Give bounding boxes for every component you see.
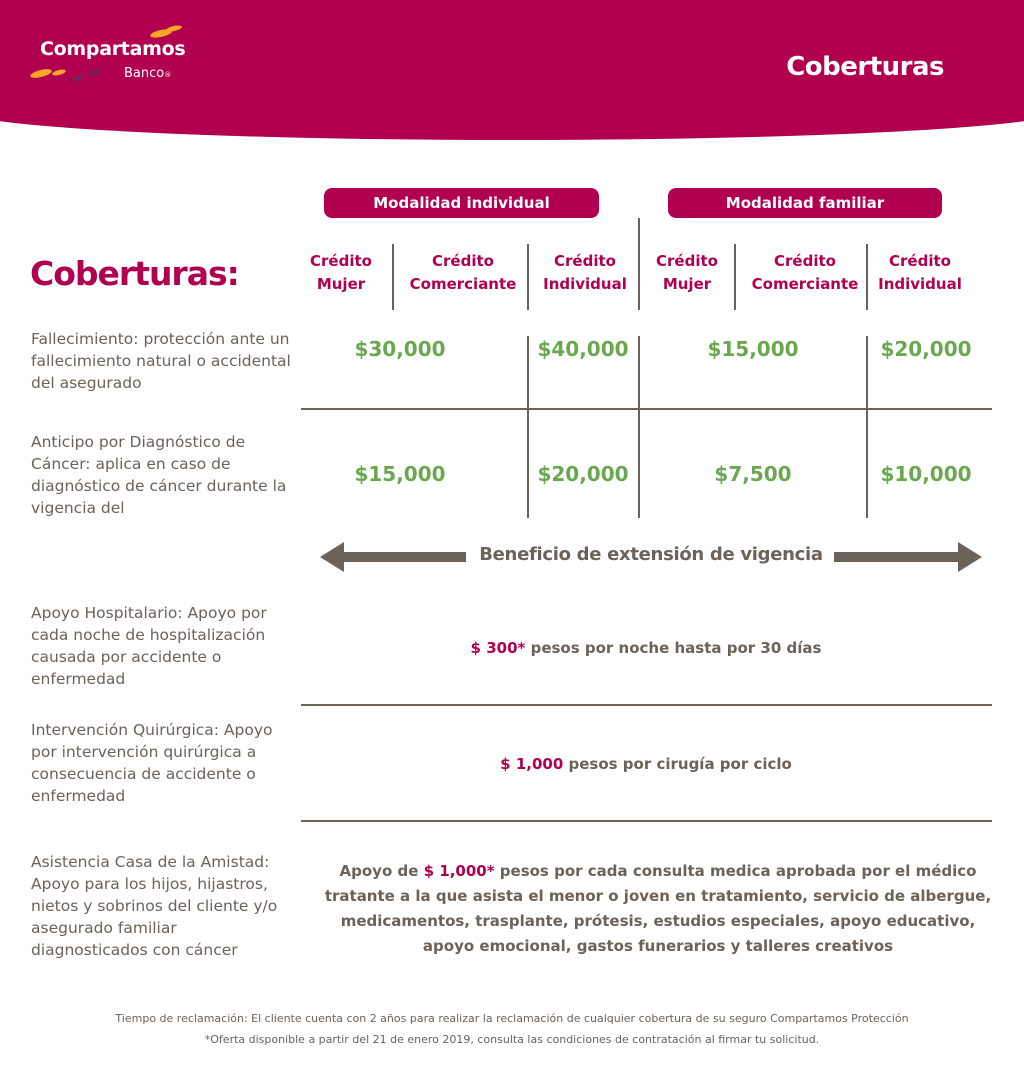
footer-note: Tiempo de reclamación: El cliente cuenta con 2 años para realizar la reclamación de cualquier cobertura de su seguro Compartamos Protección xyxy=(115,1012,909,1025)
fish-icon xyxy=(166,24,183,32)
compartamos-logo[interactable] xyxy=(30,26,200,86)
fish-icon xyxy=(52,68,67,76)
column-divider xyxy=(734,244,736,310)
column-header: Crédito Comerciante xyxy=(409,252,517,293)
benefit-label-casa-amistad: Asistencia Casa de la Amistad: Apoyo para los hijos, hijastros, nietos y sobrinos del cliente y/o asegurado familiar diagnosticados con cáncer xyxy=(31,853,278,959)
page-title: Coberturas xyxy=(786,52,944,82)
column-header: Crédito Mujer xyxy=(310,252,372,293)
column-header: Crédito Individual xyxy=(878,252,962,293)
benefit-label-hospitalario: Apoyo Hospitalario: Apoyo por cada noche de hospitalización causada por accidente o enfermedad xyxy=(31,604,267,688)
modality-familiar-badge: Modalidad familiar xyxy=(668,188,942,218)
column-divider xyxy=(392,244,394,310)
column-divider xyxy=(866,336,868,518)
extension-label: Beneficio de extensión de vigencia xyxy=(479,544,823,565)
amount-cell: $15,000 xyxy=(354,462,446,486)
row-divider xyxy=(301,820,992,822)
column-header: Crédito Mujer xyxy=(656,252,718,293)
column-divider xyxy=(866,244,868,310)
column-divider xyxy=(527,336,529,518)
benefit-value: $ 1,000 pesos por cirugía por ciclo xyxy=(500,755,792,773)
benefit-value: Apoyo de $ 1,000* pesos por cada consulta medica aprobada por el médico tratante a la que asista el menor o joven en tratamiento, servicio de albergue, medicamentos, trasplante, prótesis, estudios especiales, apoyo educativo, apoyo emocional, gastos funerarios y talleres creativos xyxy=(324,862,992,955)
column-header: Crédito Individual xyxy=(543,252,627,293)
benefit-value: $ 300* pesos por noche hasta por 30 días xyxy=(470,639,822,657)
amount-cell: $30,000 xyxy=(354,337,446,361)
row-divider xyxy=(301,704,992,706)
footer-disclaimer: *Oferta disponible a partir del 21 de enero 2019, consulta las condiciones de contratación al firmar tu solicitud. xyxy=(204,1033,820,1046)
fish-icon xyxy=(70,74,85,82)
amount-cell: $7,500 xyxy=(714,462,792,486)
brand-name: Compartamos xyxy=(40,38,186,60)
section-label: Coberturas: xyxy=(30,254,239,293)
amount-cell: $20,000 xyxy=(537,462,629,486)
coverage-label-cancer: Anticipo por Diagnóstico de Cáncer: aplica en caso de diagnóstico de cáncer durante la vigencia del xyxy=(31,433,287,517)
modality-divider xyxy=(638,336,640,518)
coverage-label-fallecimiento: Fallecimiento: protección ante un fallecimiento natural o accidental del asegurado xyxy=(31,330,291,392)
column-header: Crédito Comerciante xyxy=(751,252,859,293)
brand-sub: Banco® xyxy=(124,66,172,81)
column-divider xyxy=(527,244,529,310)
modality-individual-badge: Modalidad individual xyxy=(324,188,599,218)
row-divider xyxy=(301,408,992,410)
amount-cell: $10,000 xyxy=(880,462,972,486)
amount-cell: $20,000 xyxy=(880,337,972,361)
amount-cell: $15,000 xyxy=(707,337,799,361)
fish-icon xyxy=(88,68,103,76)
modality-divider xyxy=(638,218,640,310)
benefit-label-quirurgica: Intervención Quirúrgica: Apoyo por intervención quirúrgica a consecuencia de accidente o enfermedad xyxy=(31,721,273,805)
fish-icon xyxy=(29,67,52,79)
amount-cell: $40,000 xyxy=(537,337,629,361)
